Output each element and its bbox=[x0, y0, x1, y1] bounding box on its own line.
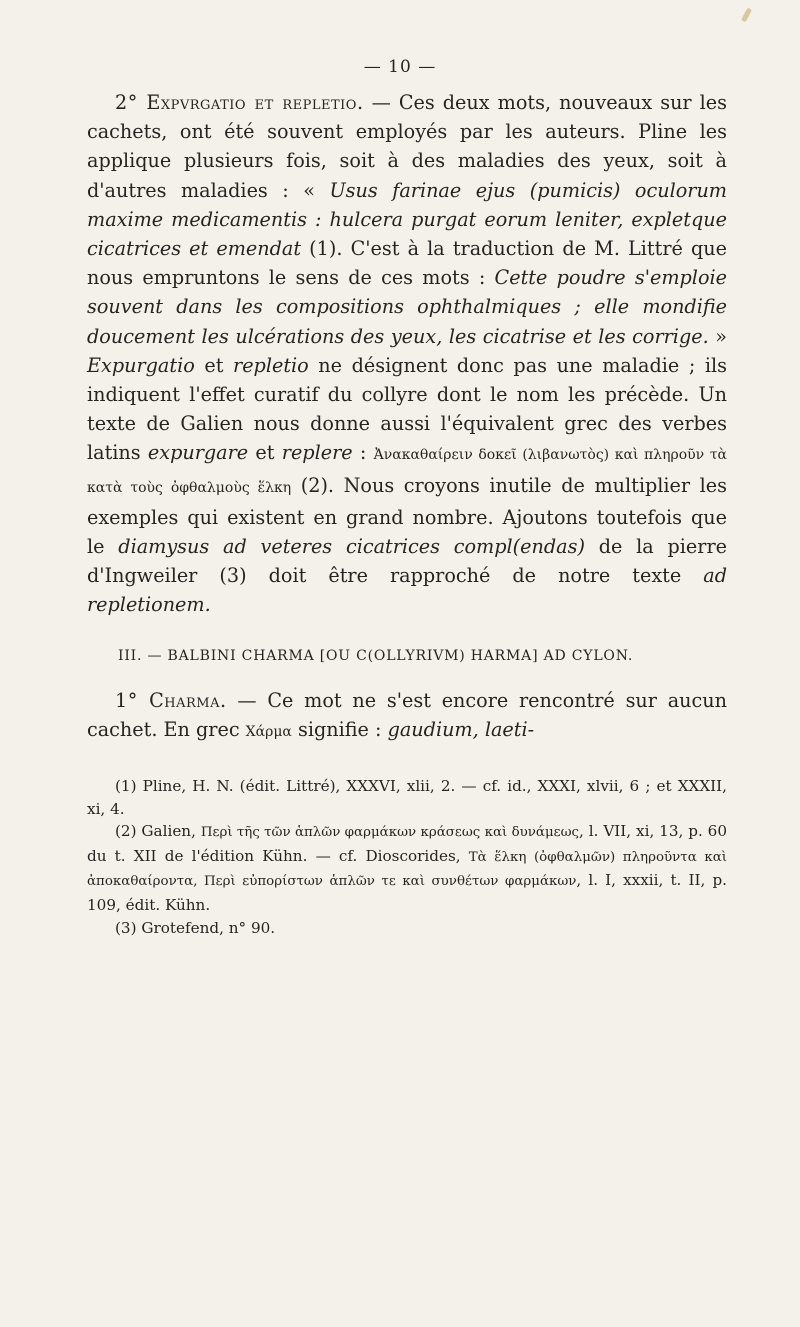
section-heading: III. — BALBINI CHARMA [OU C(OLLYRIVM) HARMA] AD CYLON. bbox=[118, 648, 634, 664]
paper-stain bbox=[741, 8, 752, 23]
footnote-2: (2) Galien, Περὶ τῆς τῶν ἁπλῶν φαρμάκων κράσεως καὶ δυνάμεως, l. VII, xi, 13, p. 60 du t. XII de l'édition Kühn. — cf. Dioscorides, Τὰ ἕλκη (ὀφθαλμῶν) πληροῦντα καὶ ἀποκαθαίροντα, Περὶ εὐπορίστων ἁπλῶν τε καὶ συνθέτων φαρμάκων, l. I, xxxii, t. II, p. 109, édit. Kühn. bbox=[87, 822, 728, 914]
footnotes bbox=[87, 775, 727, 939]
paragraph-expurgatio: 2° Expvrgatio et repletio. — Ces deux mots, nouveaux sur les cachets, ont été souvent employés par les auteurs. Pline les applique plusieurs fois, soit à des maladies des yeux, soit à d'autres maladies : « Usus farinae ejus (pumicis) oculorum maxime medicamentis : hulcera purgat eorum leniter, expletque cicatrices et emendat (1). C'est à la traduction de M. Littré que nous empruntons le sens de ces mots : Cette poudre s'emploie souvent dans les compositions ophthalmiques ; elle mondifie doucement les ulcérations des yeux, les cicatrise et les corrige. » Expurgatio et repletio ne désignent donc pas une maladie ; ils indiquent l'effet curatif du collyre dont le nom les précède. Un texte de Galien nous donne aussi l'équivalent grec des verbes latins expurgare et replere : Ἀνακαθαίρειν δοκεῖ (λιβανωτὸς) καὶ πληροῦν τὰ κατὰ τοὺς ὀφθαλμοὺς ἕλκη (2). Nous croyons inutile de multiplier les exemples qui existent en grand nombre. Ajoutons toutefois que le diamysus ad veteres cicatrices compl(endas) de la pierre d'Ingweiler (3) doit être rapproché de notre texte ad repletionem. bbox=[87, 91, 728, 617]
page-number: — 10 — bbox=[363, 57, 437, 77]
footnote-1: (1) Pline, H. N. (édit. Littré), XXXVI, xlii, 2. — cf. id., XXXI, xlvii, 6 ; et XXXII, xi, 4. bbox=[87, 777, 727, 818]
footnote-3: (3) Grotefend, n° 90. bbox=[115, 918, 276, 937]
french-quote: Cette poudre s'emploie souvent dans les compositions ophthalmiques ; elle mondifie doucement les ulcérations des yeux, les cicatrise et les corrige. bbox=[87, 266, 727, 348]
latin-quote: Usus farinae ejus (pumicis) oculorum maxime medicamentis : hulcera purgat eorum leniter, expletque cicatrices et emendat bbox=[87, 178, 727, 261]
paragraph-label: 2° Expvrgatio et repletio. bbox=[115, 91, 364, 114]
greek-word: Χάρμα bbox=[245, 724, 292, 740]
paragraph-label: 1° Charma. bbox=[115, 689, 227, 712]
greek-quote: Ἀνακαθαίρειν δοκεῖ (λιβανωτὸς) καὶ πληροῦν τὰ κατὰ τοὺς ὀφθαλμοὺς ἕλκη bbox=[87, 447, 728, 496]
charma-paragraph: 1° Charma. — Ce mot ne s'est encore rencontré sur aucun cachet. En grec Χάρμα signifie : gaudium, laeti- bbox=[87, 689, 727, 741]
inscription-text: diamysus ad veteres cicatrices compl(endas) bbox=[118, 535, 585, 559]
latin-meaning: gaudium, laeti- bbox=[387, 718, 535, 741]
main-paragraph bbox=[87, 88, 727, 620]
